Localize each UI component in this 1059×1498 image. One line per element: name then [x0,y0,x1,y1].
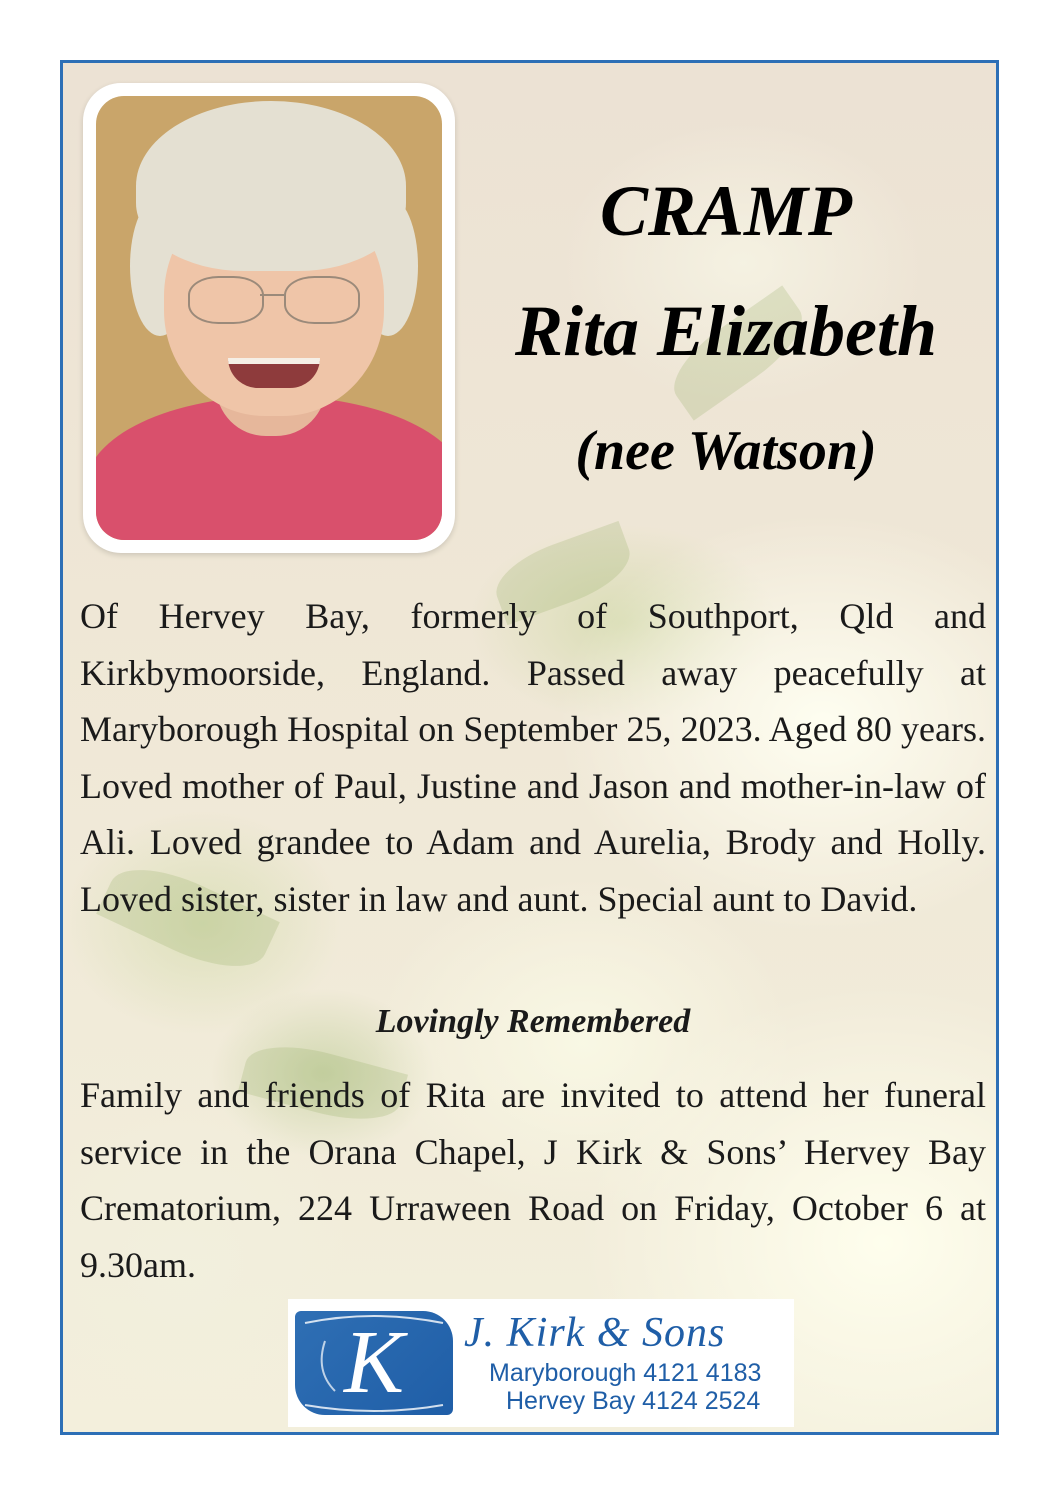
funeral-director-logo [288,1299,794,1427]
given-names-heading: Rita Elizabeth [514,291,938,371]
k-emblem-icon [295,1311,453,1415]
maryborough-phone: Maryborough 4121 4183 [489,1359,762,1387]
logo-name: J. Kirk & Sons [464,1310,726,1356]
maiden-name-heading: (nee Watson) [575,420,877,482]
hervey-bay-phone: Hervey Bay 4124 2524 [506,1387,761,1415]
lovingly-remembered-text: Lovingly Remembered [375,1003,691,1040]
notice-paragraph: Of Hervey Bay, formerly of Southport, Qld and Kirkbymoorside, England. Passed away peacefully at Maryborough Hospital on September 25, 2023. Aged 80 years. Loved mother of Paul, Justine and Jason and mother-in-law of Ali. Loved grandee to Adam and Aurelia, Brody and Holly. Loved sister, sister in law and aunt. Special aunt to David. [80,596,986,919]
funeral-service-paragraph: Family and friends of Rita are invited to attend her funeral service in the Orana Chapel, J Kirk & Sons’ Hervey Bay Crematorium, 224 Urraween Road on Friday, October 6 at 9.30am. [80,1075,986,1285]
emblem-letter: K [343,1313,405,1412]
funeral-notice [60,60,999,1435]
portrait-photo-frame [83,83,455,553]
surname-heading: CRAMP [599,171,853,251]
portrait-photo [96,96,442,540]
